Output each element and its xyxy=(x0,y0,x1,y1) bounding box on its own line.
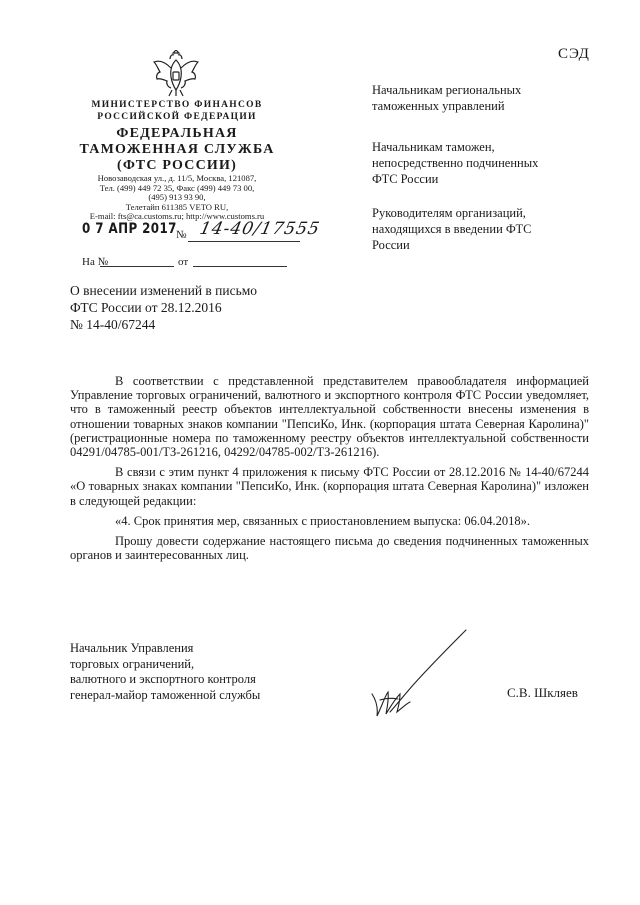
subject-line: ФТС России от 28.12.2016 xyxy=(70,300,222,315)
recipient-line: Руководителям организаций, xyxy=(372,206,526,220)
coat-of-arms-icon xyxy=(151,50,201,98)
number-label: № xyxy=(176,229,187,241)
handwritten-signature-icon xyxy=(362,628,472,723)
address-block xyxy=(72,174,282,222)
sed-mark: СЭД xyxy=(558,46,590,62)
recipient-line: непосредственно подчиненных xyxy=(372,156,539,170)
recipient-line: Начальникам региональных xyxy=(372,83,522,97)
address-line: Телетайп 611385 VETO RU, xyxy=(125,201,229,212)
address-line: (495) 913 93 90, xyxy=(148,192,206,203)
letter-body xyxy=(70,374,589,562)
recipient-line: Начальникам таможен, xyxy=(372,140,495,154)
reference-number-label: На № xyxy=(82,256,109,268)
ministry-name xyxy=(72,99,282,123)
service-line: (ФТС РОССИИ) xyxy=(117,158,237,173)
recipient-line: России xyxy=(372,238,410,252)
date-stamp: 0 7 АПР 2017 xyxy=(82,221,177,237)
recipient-line: ФТС России xyxy=(372,172,439,186)
signer-position xyxy=(70,641,260,703)
position-line: Начальник Управления xyxy=(70,641,194,655)
recipient-regional-customs xyxy=(372,82,521,114)
ministry-line: МИНИСТЕРСТВО ФИНАНСОВ xyxy=(91,100,263,110)
signer-name: С.В. Шкляев xyxy=(507,685,578,700)
body-paragraph: В соответствии с представленной представителем правообладателя информацией Управление торговых ограничений, валютного и экспортного контроля ФТС России уведомляет, что в таможенный реестр объектов интеллектуальной собственности внесены изменения в отношении товарных знаков компании "ПепсиКо, Инк. (корпорация штата Северная Каролина)" (регистрационные номера по таможенному реестру объектов интеллектуальной собственности 04291/04785-001/ТЗ-261216, 04292/04785-002/ТЗ-261216). xyxy=(70,374,589,460)
handwritten-number: 14-40/17555 xyxy=(197,219,322,239)
reference-number-line xyxy=(100,266,174,267)
reference-date-label: от xyxy=(178,256,189,268)
recipient-customs-heads xyxy=(372,139,538,187)
position-line: валютного и экспортного контроля xyxy=(70,672,256,686)
recipient-line: таможенных управлений xyxy=(372,99,505,113)
address-line: Новозаводская ул., д. 11/5, Москва, 121087, xyxy=(97,173,257,183)
service-line: ФЕДЕРАЛЬНАЯ xyxy=(116,126,238,141)
recipient-line: находящихся в введении ФТС xyxy=(372,222,532,236)
recipient-organization-heads xyxy=(372,205,531,253)
body-paragraph: В связи с этим пункт 4 приложения к письму ФТС России от 28.12.2016 № 14-40/67244 «О товарных знаках компании "ПепсиКо, Инк. (корпорация штата Северная Каролина)" изложен в следующей редакции: xyxy=(70,465,589,508)
number-underline xyxy=(188,241,300,242)
service-name xyxy=(72,126,282,174)
subject-line: № 14-40/67244 xyxy=(70,317,156,332)
body-paragraph: Прошу довести содержание настоящего письма до сведения подчиненных таможенных органов и заинтересованных лиц. xyxy=(70,534,589,563)
ministry-line: РОССИЙСКОЙ ФЕДЕРАЦИИ xyxy=(97,112,257,122)
reference-date-line xyxy=(193,266,287,267)
body-paragraph: «4. Срок принятия мер, связанных с приостановлением выпуска: 06.04.2018». xyxy=(115,513,530,528)
position-line: торговых ограничений, xyxy=(70,656,195,671)
address-line: E-mail: fts@ca.customs.ru; http://www.customs.ru xyxy=(89,211,265,222)
service-line: ТАМОЖЕННАЯ СЛУЖБА xyxy=(79,142,275,157)
address-line: Тел. (499) 449 72 35, Факс (499) 449 73 00, xyxy=(99,182,255,193)
position-line: генерал-майор таможенной службы xyxy=(70,687,261,702)
subject-line: О внесении изменений в письмо xyxy=(70,283,258,298)
letter-subject xyxy=(70,282,257,333)
